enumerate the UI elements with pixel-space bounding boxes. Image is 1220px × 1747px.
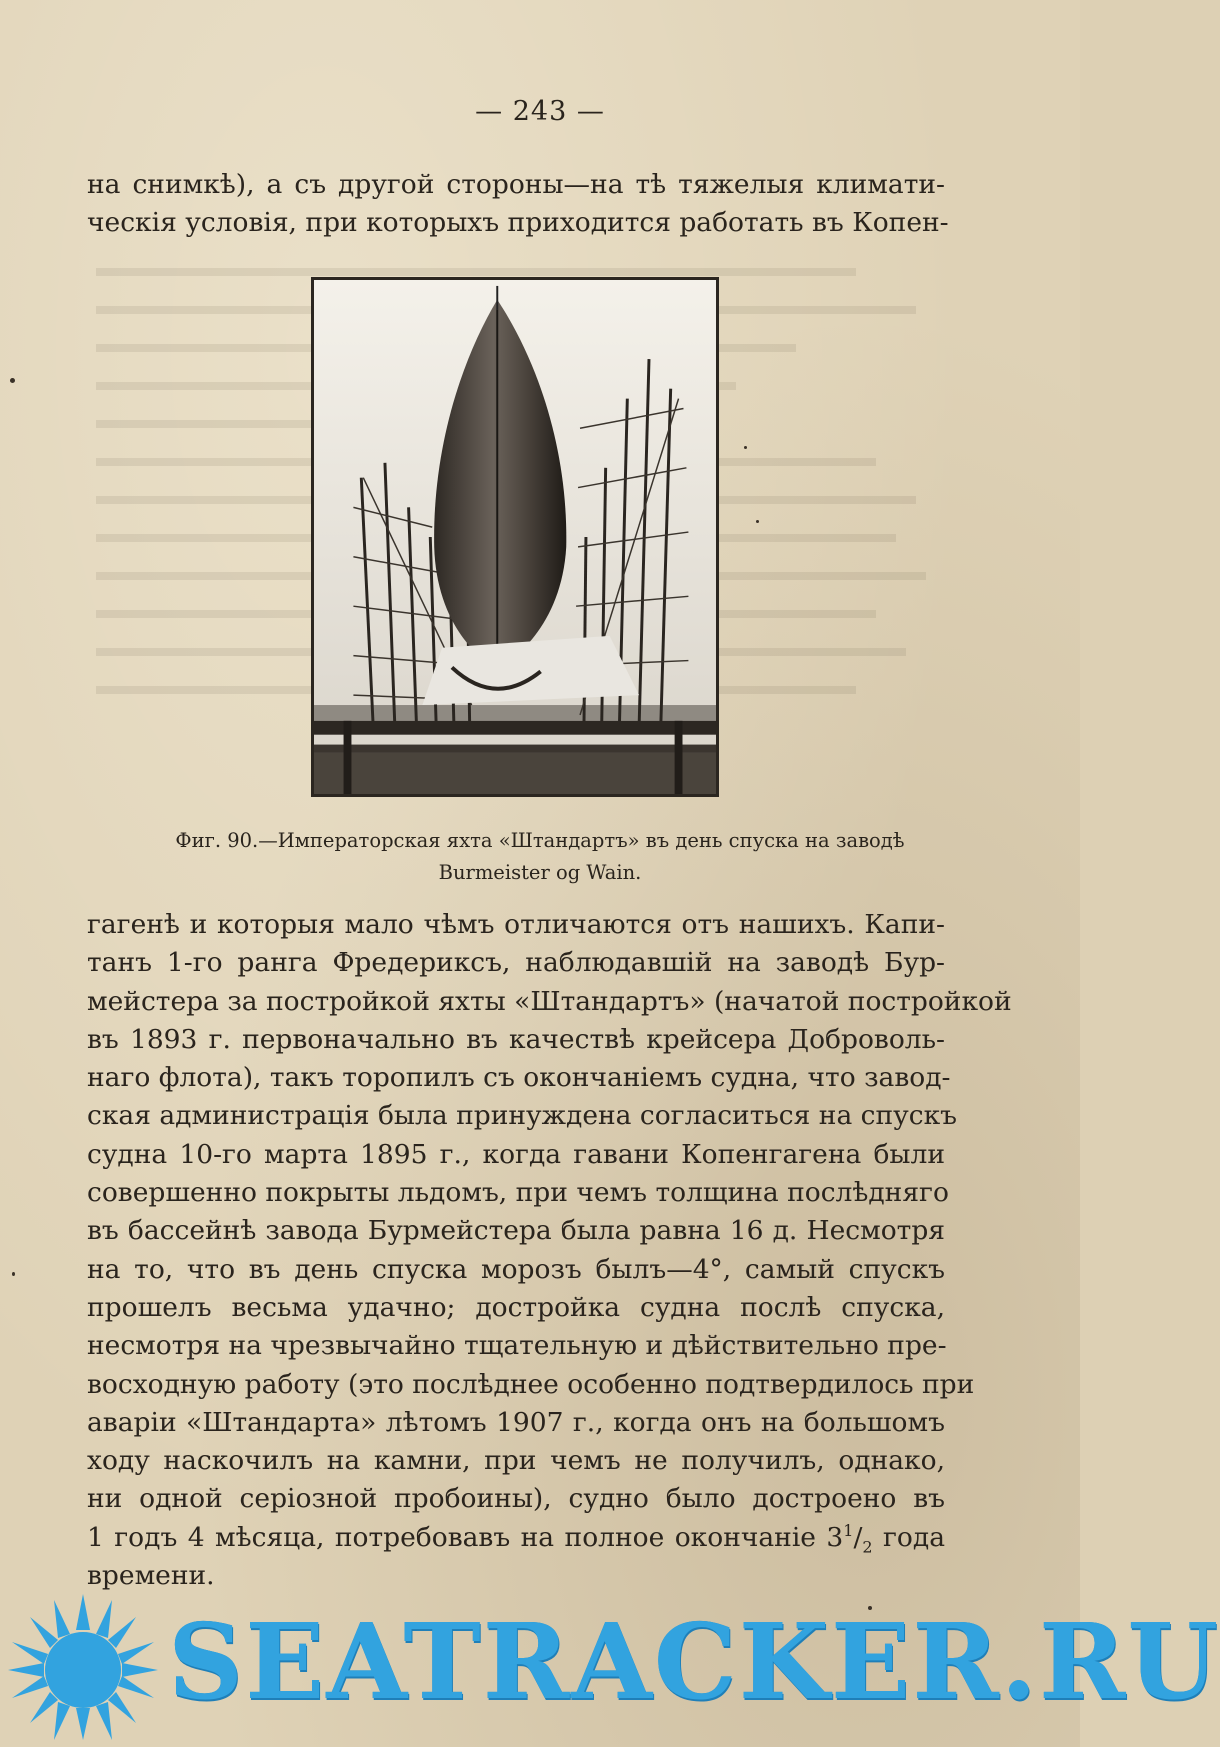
text-line: аваріи «Штандарта» лѣтомъ 1907 г., когда онъ на большомъ: [87, 1406, 945, 1438]
text-line: времени.: [87, 1560, 215, 1592]
text-line: восходную работу (это послѣднее особенно подтвердилось при: [87, 1368, 975, 1400]
text-line-with-fraction: [87, 1519, 945, 1557]
figure-photo-yacht-launch: [311, 277, 719, 797]
text-line: танъ 1-го ранга Фредериксъ, наблюдавшій на заводѣ Бур-: [87, 947, 945, 979]
watermark-text: SEATRACKER.RU: [168, 1600, 1220, 1723]
paragraph-top: [87, 166, 949, 243]
text-line: ская администрація была принуждена согласиться на спускъ: [87, 1100, 958, 1132]
paper-speck: [756, 520, 759, 523]
text-line: несмотря на чрезвычайно тщательную и дѣйствительно пре-: [87, 1330, 947, 1362]
paper-speck: [12, 1272, 15, 1276]
text-line: совершенно покрыты льдомъ, при чемъ толщина послѣдняго: [87, 1177, 949, 1209]
text-line: ходу наскочилъ на камни, при чемъ не получилъ, однако,: [87, 1445, 945, 1477]
caption-line: Фиг. 90.—Императорская яхта «Штандартъ» въ день спуска на заводѣ: [175, 829, 905, 852]
text-line: гагенѣ и которыя мало чѣмъ отличаются отъ нашихъ. Капи-: [87, 909, 945, 940]
text-line: въ бассейнѣ завода Бурмейстера была равна 16 д. Несмотря: [87, 1215, 945, 1247]
text-line: мейстера за постройкой яхты «Штандартъ» (начатой постройкой: [87, 985, 1012, 1017]
figure-caption: [0, 825, 1080, 889]
paragraph-body: [87, 906, 1012, 1595]
text-line: ческія условія, при которыхъ приходится работать въ Копен-: [87, 207, 949, 239]
yacht-photo-image: [314, 280, 716, 794]
text-line: судна 10-го марта 1895 г., когда гавани Копенгагена были: [87, 1138, 945, 1170]
text-segment: года: [872, 1521, 945, 1553]
text-line: на снимкѣ), а съ другой стороны—на тѣ тяжелыя климати-: [87, 169, 945, 200]
text-segment: 1 годъ 4 мѣсяца, потребовавъ на полное окончаніе 3: [87, 1521, 844, 1553]
text-line: прошелъ весьма удачно; достройка судна послѣ спуска,: [87, 1291, 945, 1323]
sun-logo-icon: [8, 1590, 158, 1740]
paper-speck: [744, 446, 747, 449]
fraction-denominator: 2: [862, 1537, 873, 1557]
text-line: ни одной серіозной пробоины), судно было достроено въ: [87, 1483, 945, 1515]
text-line: наго флота), такъ торопилъ съ окончаніемъ судна, что завод-: [87, 1062, 951, 1094]
paper-speck: [10, 378, 15, 383]
watermark: [0, 1590, 1220, 1747]
text-line: въ 1893 г. первоначально въ качествѣ крейсера Доброволь-: [87, 1023, 945, 1055]
caption-line: Burmeister og Wain.: [438, 861, 642, 884]
fraction-slash: /: [853, 1521, 863, 1553]
text-line: на то, что въ день спуска морозъ былъ—4°, самый спускъ: [87, 1253, 945, 1285]
page-number: — 243 —: [475, 96, 605, 127]
fraction-numerator: 1: [843, 1520, 854, 1540]
